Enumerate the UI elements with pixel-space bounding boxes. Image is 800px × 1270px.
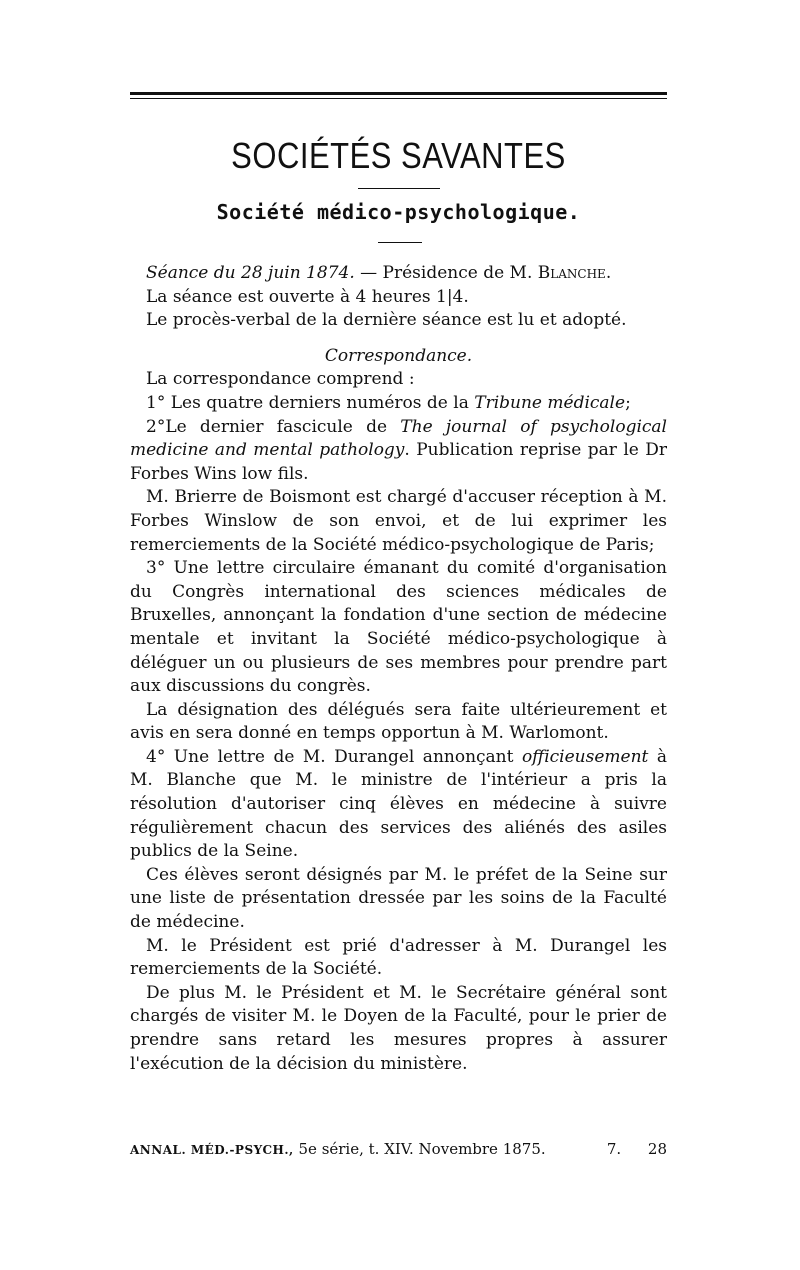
item-2-text: 2°Le dernier fascicule de: [146, 416, 401, 437]
item-4-emphasis: officieusement: [521, 746, 649, 767]
item-4-text: 4° Une lettre de M. Durangel annonçant: [146, 746, 522, 767]
header-rule-thick: [130, 92, 667, 95]
item-1: [130, 392, 667, 416]
paragraph-eleves: Ces élèves seront désignés par M. le préfet de la Seine sur une liste de présentation dressée par les soins de la Faculté de médecine.: [130, 864, 667, 933]
paragraph-doyen: De plus M. le Président et M. le Secrétaire général sont chargés de visiter M. le Doyen de la Faculté, pour le prier de prendre sans retard les mesures propres à assurer l'exécution de la décision du ministère.: [130, 982, 667, 1074]
subtitle-divider: [378, 242, 422, 243]
title-divider: [358, 188, 440, 189]
paragraph-president: M. le Président est prié d'adresser à M. Durangel les remerciements de la Société.: [130, 935, 667, 980]
item-4: [130, 746, 667, 864]
paragraph-correspondance: La correspondance comprend :: [146, 369, 415, 390]
correspondance-heading: [130, 345, 667, 369]
journal-abbrev: ANNAL. MÉD.-PSYCH.,: [130, 1143, 294, 1157]
item-2-title: The journal of psychological medicine and mental pathology: [130, 416, 667, 461]
item-1-title: Tribune médicale: [474, 392, 626, 413]
journal-series: 5e série, t. XIV. Novembre 1875.: [298, 1140, 546, 1158]
correspondance-label: Correspondance.: [324, 345, 473, 366]
page-number: 28: [647, 1140, 667, 1158]
society-heading: Société médico-psychologique.: [216, 200, 581, 224]
seance-line: [130, 262, 667, 286]
item-4-end: à M. Blanche que M. le ministre de l'intérieur a pris la résolution d'autoriser cinq élèves en médecine à suivre régulièrement chacun des services des aliénés des asiles publics de la Seine.: [130, 746, 667, 862]
article-body: [130, 262, 667, 1076]
paragraph-opening: La séance est ouverte à 4 heures 1|4.: [146, 286, 469, 307]
item-2: [130, 416, 667, 487]
section-title: SOCIÉTÉS SAVANTES: [231, 134, 566, 177]
header-rule-thin: [130, 98, 667, 99]
footer-numbers: [585, 1140, 667, 1158]
president-name: Blanche: [537, 263, 606, 283]
item-1-end: ;: [625, 392, 631, 413]
item-1-text: 1° Les quatre derniers numéros de la: [146, 392, 475, 413]
seance-date: Séance du 28 juin 1874.: [146, 263, 355, 283]
page-footer: [130, 1140, 667, 1158]
paragraph-delegates: La désignation des délégués sera faite ultérieurement et avis en sera donné en temps opportun à M. Warlomont.: [130, 699, 667, 744]
sheet-number: 7.: [606, 1140, 622, 1158]
seance-end: .: [605, 263, 612, 283]
item-3: 3° Une lettre circulaire émanant du comité d'organisation du Congrès international des sciences médicales de Bruxelles, annonçant la fondation d'une section de médecine mentale et invitant la Société médico-psychologique à déléguer un ou plusieurs de ses membres pour prendre part aux discussions du congrès.: [130, 558, 667, 697]
item-2-end: . Publication reprise par le Dr Forbes Wins low fils.: [130, 440, 667, 484]
paragraph-brierre: M. Brierre de Boismont est chargé d'accuser réception à M. Forbes Winslow de son envoi, et de lui exprimer les remerciements de la Société médico-psychologique de Paris;: [130, 487, 667, 555]
seance-presidence: — Présidence de M.: [354, 263, 538, 283]
paragraph-minutes: Le procès-verbal de la dernière séance est lu et adopté.: [146, 310, 627, 331]
footer-citation: [130, 1140, 546, 1158]
